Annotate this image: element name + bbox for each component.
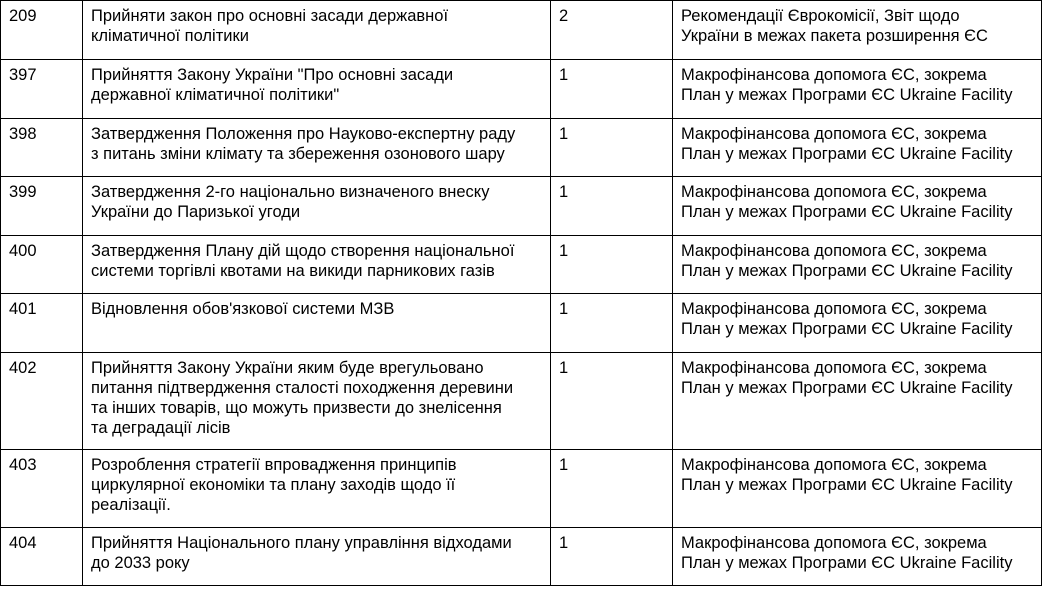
cell-source	[673, 60, 1042, 119]
cell-source	[673, 236, 1042, 294]
cell-number: 209	[1, 1, 83, 60]
cell-source	[673, 1, 1042, 60]
cell-number: 400	[1, 236, 83, 294]
cell-source	[673, 294, 1042, 353]
action-line: системи торгівлі квотами на викиди парникових газів	[91, 262, 495, 280]
cell-number: 403	[1, 450, 83, 528]
cell-action	[83, 1, 551, 60]
action-line: та деградації лісів	[91, 419, 231, 437]
cell-priority: 1	[551, 294, 673, 353]
cell-action	[83, 119, 551, 177]
cell-action	[83, 528, 551, 586]
source-line: План у межах Програми ЄС Ukraine Facility	[681, 203, 1013, 221]
cell-priority: 1	[551, 450, 673, 528]
cell-action	[83, 60, 551, 119]
action-line: Розроблення стратегії впровадження принципів	[91, 456, 457, 474]
table-row	[1, 1, 1042, 60]
action-line: Затвердження Плану дій щодо створення національної	[91, 242, 515, 260]
cell-action	[83, 450, 551, 528]
action-line: Прийняття Закону України яким буде врегульовано	[91, 359, 484, 377]
source-line: План у межах Програми ЄС Ukraine Facility	[681, 86, 1013, 104]
source-line: Макрофінансова допомога ЄС, зокрема	[681, 359, 987, 377]
source-line: Макрофінансова допомога ЄС, зокрема	[681, 456, 987, 474]
source-line: Макрофінансова допомога ЄС, зокрема	[681, 300, 987, 318]
cell-number: 398	[1, 119, 83, 177]
cell-source	[673, 528, 1042, 586]
cell-action	[83, 177, 551, 236]
action-line: державної кліматичної політики"	[91, 86, 340, 104]
cell-action	[83, 294, 551, 353]
cell-number: 397	[1, 60, 83, 119]
table-row	[1, 177, 1042, 236]
source-line: Макрофінансова допомога ЄС, зокрема	[681, 125, 987, 143]
cell-source	[673, 450, 1042, 528]
action-line: кліматичної політики	[91, 27, 249, 45]
cell-priority: 1	[551, 353, 673, 450]
cell-priority: 1	[551, 177, 673, 236]
cell-priority: 1	[551, 119, 673, 177]
table-row	[1, 60, 1042, 119]
source-line: План у межах Програми ЄС Ukraine Facility	[681, 145, 1013, 163]
cell-source	[673, 177, 1042, 236]
cell-number: 404	[1, 528, 83, 586]
source-line: План у межах Програми ЄС Ukraine Facility	[681, 379, 1013, 397]
action-line: реалізації.	[91, 496, 171, 514]
cell-priority: 2	[551, 1, 673, 60]
table-row	[1, 294, 1042, 353]
action-line: циркулярної економіки та плану заходів щодо її	[91, 476, 456, 494]
table-row	[1, 353, 1042, 450]
cell-source	[673, 119, 1042, 177]
action-line: та інших товарів, що можуть призвести до знелісення	[91, 399, 502, 417]
action-line: з питань зміни клімату та збереження озонового шару	[91, 145, 505, 163]
source-line: Макрофінансова допомога ЄС, зокрема	[681, 242, 987, 260]
source-line: План у межах Програми ЄС Ukraine Facility	[681, 262, 1013, 280]
cell-priority: 1	[551, 528, 673, 586]
source-line: Макрофінансова допомога ЄС, зокрема	[681, 66, 987, 84]
action-line: до 2033 року	[91, 554, 190, 572]
action-line: питання підтвердження сталості походження деревини	[91, 379, 514, 397]
table-row	[1, 450, 1042, 528]
source-line: України в межах пакета розширення ЄС	[681, 27, 988, 45]
cell-number: 399	[1, 177, 83, 236]
cell-priority: 1	[551, 60, 673, 119]
table-row	[1, 119, 1042, 177]
action-line: України до Паризької угоди	[91, 203, 301, 221]
source-line: Макрофінансова допомога ЄС, зокрема	[681, 534, 987, 552]
action-line: Затвердження Положення про Науково-експертну раду	[91, 125, 516, 143]
action-line: Затвердження 2-го національно визначеного внеску	[91, 183, 490, 201]
cell-action	[83, 236, 551, 294]
cell-number: 401	[1, 294, 83, 353]
table-row	[1, 528, 1042, 586]
action-line: Прийняття Національного плану управління відходами	[91, 534, 512, 552]
source-line: Макрофінансова допомога ЄС, зокрема	[681, 183, 987, 201]
action-line: Відновлення обов'язкової системи МЗВ	[91, 300, 395, 318]
action-line: Прийняття Закону України "Про основні засади	[91, 66, 454, 84]
source-line: План у межах Програми ЄС Ukraine Facility	[681, 320, 1013, 338]
action-line: Прийняти закон про основні засади державної	[91, 7, 449, 25]
source-line: Рекомендації Єврокомісії, Звіт щодо	[681, 7, 960, 25]
cell-number: 402	[1, 353, 83, 450]
cell-action	[83, 353, 551, 450]
source-line: План у межах Програми ЄС Ukraine Facility	[681, 554, 1013, 572]
cell-source	[673, 353, 1042, 450]
table-body	[1, 1, 1042, 586]
source-line: План у межах Програми ЄС Ukraine Facility	[681, 476, 1013, 494]
cell-priority: 1	[551, 236, 673, 294]
table-row	[1, 236, 1042, 294]
